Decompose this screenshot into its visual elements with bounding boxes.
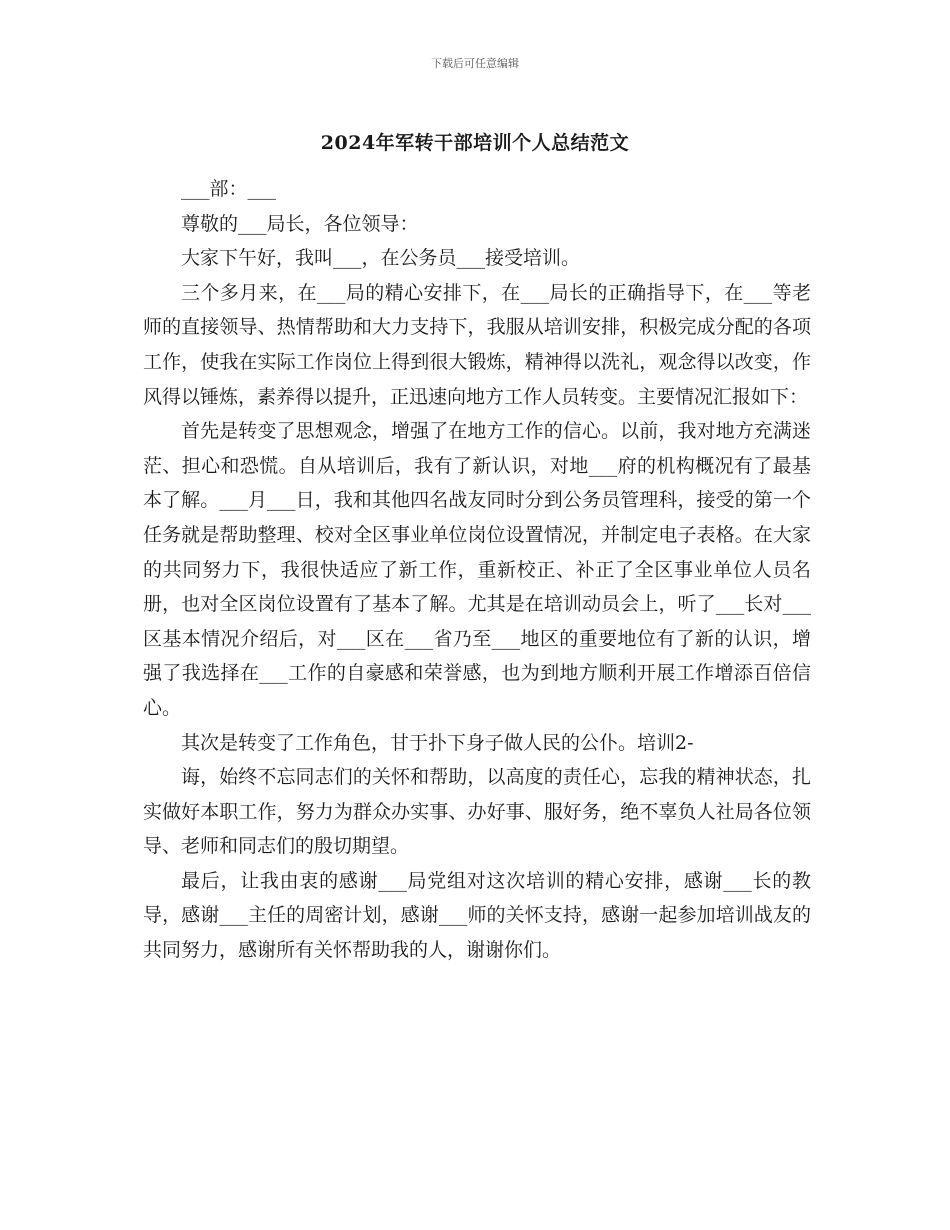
paragraph-overview: 三个多月来，在___局的精心安排下，在___局长的正确指导下，在___等老师的直接领导、热情帮助和大力支持下，我服从培训安排，积极完成分配的各项工作，使我在实际工作岗位上得到很大锻炼，精神得以洗礼，观念得以改变，作风得以锤炼，素养得以提升，正迅速向地方工作人员转变。主要情况汇报如下： — [143, 281, 811, 408]
paragraph-department: ___部：___ — [181, 178, 277, 200]
paragraph-first: 首先是转变了思想观念，增强了在地方工作的信心。以前，我对地方充满迷茫、担心和恐慌。自从培训后，我有了新认识，对地___府的机构概况有了最基本了解。___月___日，我和其他四名战友同时分到公务员管理科，接受的第一个任务就是帮助整理、校对全区事业单位岗位设置情况，并制定电子表格。在大家的共同努力下，我很快适应了新工作，重新校正、补正了全区事业单位人员名册，也对全区岗位设置有了基本了解。尤其是在培训动员会上，听了___长对___区基本情况介绍后，对___区在___省乃至___地区的重要地位有了新的认识，增强了我选择在___工作的自豪感和荣誉感，也为到地方顺利开展工作增添百倍信心。 — [143, 420, 811, 719]
paragraph-closing: 最后，让我由衷的感谢___局党组对这次培训的精心安排，感谢___长的教导，感谢___主任的周密计划，感谢___师的关怀支持，感谢一起参加培训战友的共同努力，感谢所有关怀帮助我的人，谢谢你们。 — [143, 869, 811, 962]
document-title: 2024年军转干部培训个人总结范文 — [320, 132, 630, 154]
paragraph-continuation: 诲，始终不忘同志们的关怀和帮助，以高度的责任心，忘我的精神状态，扎实做好本职工作，努力为群众办实事、办好事、服好务，绝不辜负人社局各位领导、老师和同志们的殷切期望。 — [143, 766, 811, 858]
header-note: 下载后可任意编辑 — [431, 57, 519, 70]
paragraph-salutation: 尊敬的___局长，各位领导： — [181, 212, 419, 235]
document-body — [143, 172, 811, 968]
paragraph-second: 其次是转变了工作角色，甘于扑下身子做人民的公仆。培训2- — [181, 731, 694, 754]
paragraph-greeting: 大家下午好，我叫___，在公务员___接受培训。 — [181, 247, 581, 270]
